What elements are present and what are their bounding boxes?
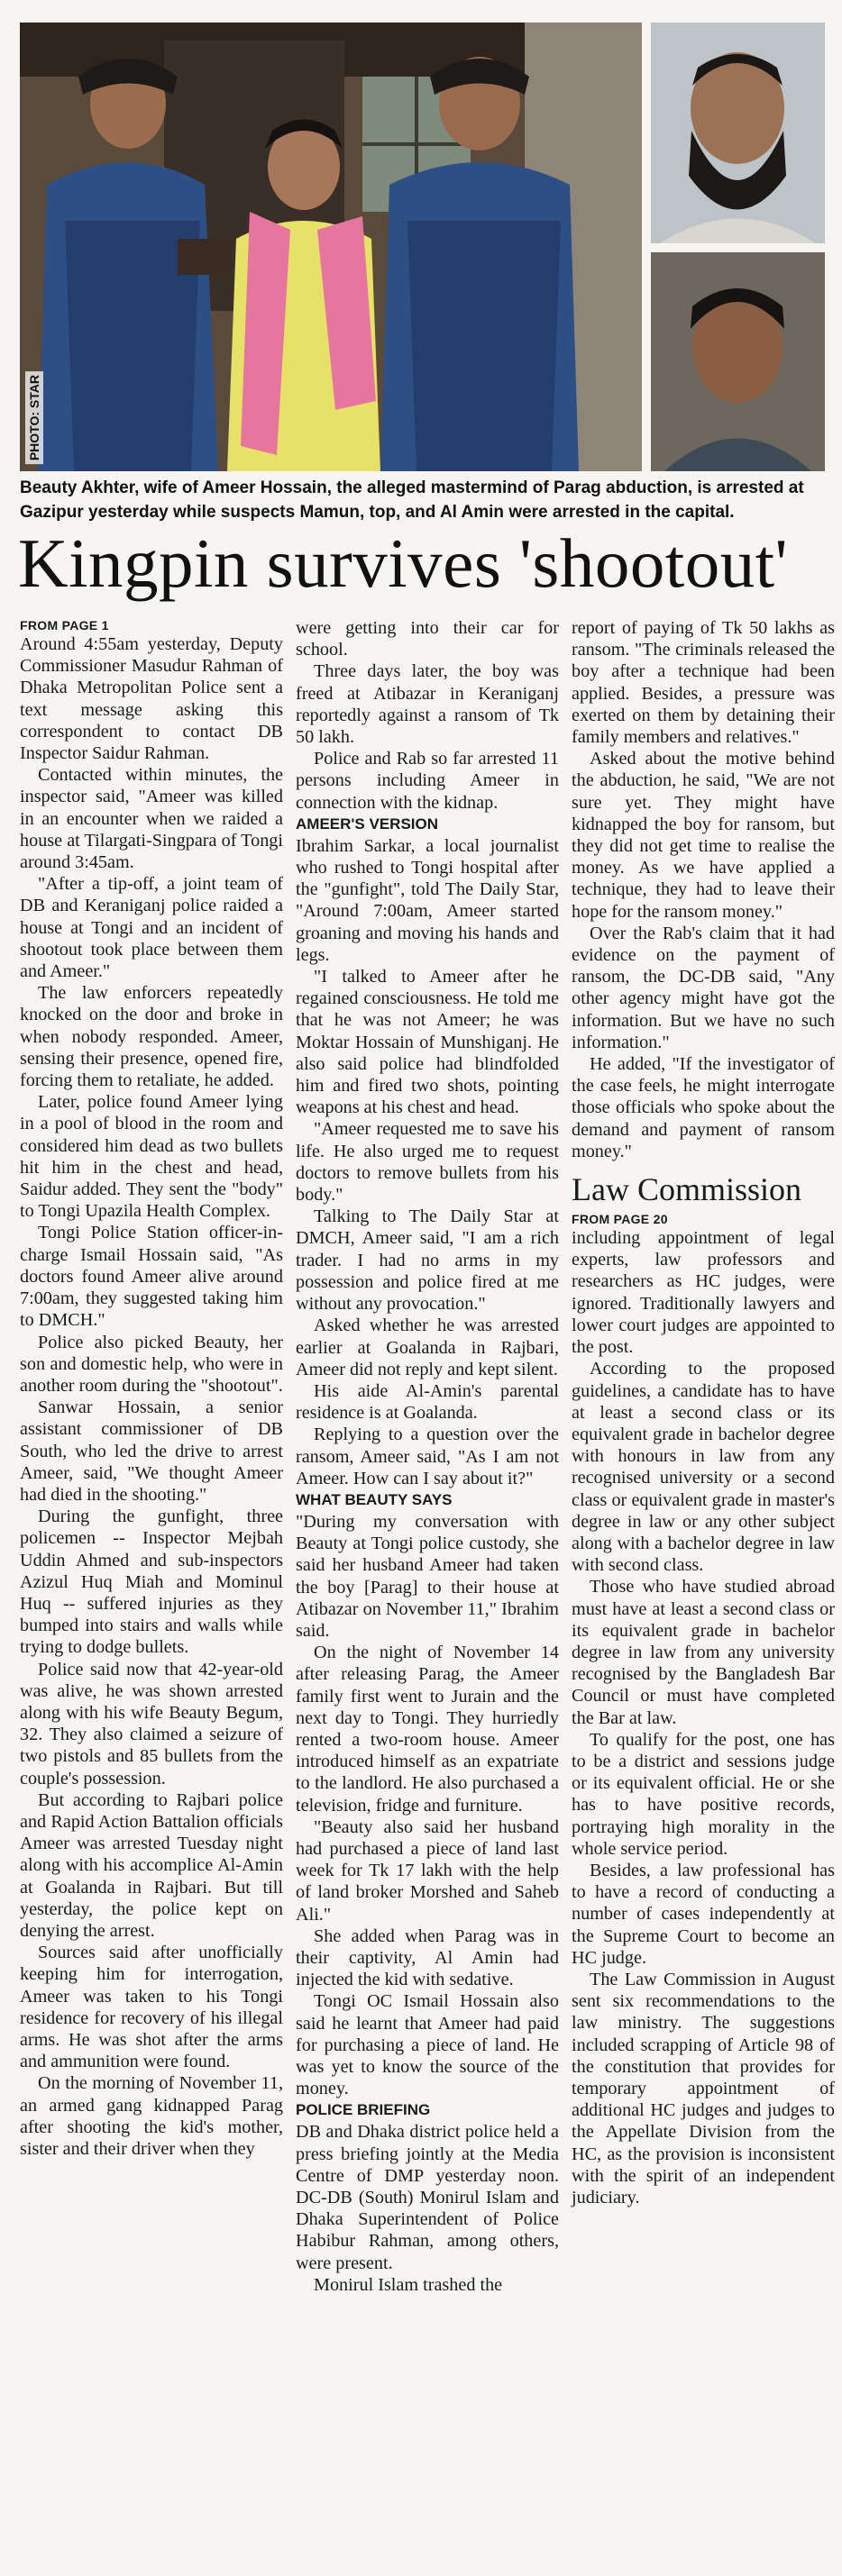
article-column-3 <box>572 617 835 2208</box>
suspect-al-amin-illustration <box>651 252 825 471</box>
arrest-photo <box>20 23 642 471</box>
headline: Kingpin survives 'shootout' <box>18 524 789 602</box>
article-paragraph: Contacted within minutes, the inspector said, "Ameer was killed in an encounter when we raided a house at Tilargati-Singpara of Tongi around 3:45am. <box>20 765 283 873</box>
article-paragraph: were getting into their car for school. <box>296 618 559 660</box>
article-paragraph: Asked about the motive behind the abduction, he said, "We are not sure yet. They might have kidnapped the boy for ransom, but they did not get time to realise the money. As we have applied a technique, they had to leave their hope for the ransom money." <box>572 749 835 922</box>
article-paragraph: To qualify for the post, one has to be a district and sessions judge or its equivalent official. He or she has to have positive records, portraying high morality in the whole service period. <box>572 1729 835 1859</box>
article-paragraph: During the gunfight, three policemen -- Inspector Mejbah Uddin Ahmed and sub-inspectors Azizul Huq Miah and Mominul Huq -- suffered injuries as they bumped into stairs and walls while trying to dodge bullets. <box>20 1506 283 1658</box>
photo-caption: Beauty Akhter, wife of Ameer Hossain, the alleged mastermind of Parag abduction, is arrested at Gazipur yesterday while suspects Mamun, top, and Al Amin were arrested in the capital. <box>20 478 804 522</box>
article-column-1 <box>20 617 283 2160</box>
article-paragraph: Over the Rab's claim that it had evidence on the payment of ransom, the DC-DB said, "Any other agency might have got the information. But we have no such information." <box>572 923 835 1052</box>
subhead-police-briefing: POLICE BRIEFING <box>296 2101 431 2119</box>
article-paragraph: Asked whether he was arrested earlier at Goalanda in Rajbari, Ameer did not reply and kept silent. <box>296 1315 559 1379</box>
article-paragraph: Ibrahim Sarkar, a local journalist who rushed to Tongi hospital after the "gunfight", told The Daily Star, "Around 7:00am, Ameer started groaning and moving his hands and legs. <box>296 835 559 965</box>
article-paragraph: The law enforcers repeatedly knocked on the door and broke in when nobody responded. Ameer, sensing their presence, opened fire, forcing them to retaliate, he added. <box>20 983 283 1091</box>
article-paragraph: Talking to The Daily Star at DMCH, Ameer said, "I am a rich trader. I had no arms in my possession and police fired at me without any provocation." <box>296 1206 559 1315</box>
article-paragraph: Tongi Police Station officer-in-charge Ismail Hossain said, "As doctors found Ameer alive around 7:00am, they suggested taking him to DMCH." <box>20 1223 283 1331</box>
article-paragraph: On the morning of November 11, an armed gang kidnapped Parag after shooting the kid's mother, sister and their driver when they <box>20 2073 283 2160</box>
article-paragraph: Replying to a question over the ransom, Ameer said, "As I am not Ameer. How can I say about it?" <box>296 1425 559 1488</box>
article-paragraph: report of paying of Tk 50 lakhs as ransom. "The criminals released the boy after a technique had been applied. Besides, a pressure was exerted on them by detaining their family members and relatives." <box>572 618 835 748</box>
article-paragraph: "After a tip-off, a joint team of DB and Keraniganj police raided a house at Tongi and an incident of shootout took place between them and Ameer." <box>20 874 283 982</box>
article-paragraph: "Beauty also said her husband had purchased a piece of land last week for Tk 17 lakh with the help of land broker Morshed and Saheb Ali." <box>296 1816 559 1925</box>
article-paragraph: "During my conversation with Beauty at Tongi police custody, she said her husband Ameer had taken the boy [Parag] to their house at Atibazar on November 11," Ibrahim said. <box>296 1511 559 1641</box>
from-page-kicker: FROM PAGE 20 <box>572 1212 668 1227</box>
article-paragraph: "Ameer requested me to save his life. He also urged me to request doctors to remove bullets from his body." <box>296 1119 559 1206</box>
article-paragraph: But according to Rajbari police and Rapid Action Battalion officials Ameer was arrested Tuesday night along with his accomplice Al-Amin at Goalanda in Rajbari. But till yesterday, the police kept on denying the arrest. <box>20 1789 283 1941</box>
article-paragraph: Besides, a law professional has to have a record of conducting a number of cases independently at the Supreme Court to become an HC judge. <box>572 1860 835 1968</box>
article-paragraph: Police said now that 42-year-old was alive, he was shown arrested along with his wife Beauty Begum, 32. They also claimed a seizure of two pistols and 85 bullets from the couple's possession. <box>20 1659 283 1789</box>
arrest-photo-illustration <box>20 23 642 471</box>
suspect-al-amin-photo <box>651 252 825 471</box>
article-paragraph: "I talked to Ameer after he regained consciousness. He told me that he was not Ameer; he was Moktar Hossain of Munshiganj. He also said police had blindfolded him and fired two shots, pointing weapons at his chest and head. <box>296 967 559 1118</box>
law-commission-title: Law Commission <box>572 1171 802 1208</box>
article-paragraph: DB and Dhaka district police held a press briefing jointly at the Media Centre of DMP yesterday noon. DC-DB (South) Monirul Islam and Dhaka Superintendent of Police Habibur Rahman, among others, were present. <box>296 2122 559 2273</box>
article-paragraph: Later, police found Ameer lying in a pool of blood in the room and considered him dead as two bullets hit him in the chest and head, Saidur added. They sent the "body" to Tongi Upazila Health Complex. <box>20 1092 283 1222</box>
article-paragraph: On the night of November 14 after releasing Parag, the Ameer family first went to Jurain and the next day to Tongi. They hurriedly rented a two-room house. Ameer introduced himself as an expatriate to the landlord. He also purchased a television, fridge and furniture. <box>296 1643 559 1816</box>
article-paragraph: Sanwar Hossain, a senior assistant commissioner of DB South, who led the drive to arrest Ameer, said, "We thought Ameer had died in the shooting." <box>20 1397 283 1505</box>
article-paragraph: His aide Al-Amin's parental residence is at Goalanda. <box>296 1380 559 1424</box>
photo-strip <box>20 23 825 471</box>
suspect-mamun-illustration <box>651 23 825 243</box>
article-paragraph: Police and Rab so far arrested 11 persons including Ameer in connection with the kidnap. <box>296 749 559 813</box>
article-paragraph: Sources said after unofficially keeping him for interrogation, Ameer was taken to his Tongi residence for recovery of his illegal arms. He was shot after the arms and ammunition were found. <box>20 1943 283 2072</box>
article-paragraph: Three days later, the boy was freed at Atibazar in Keraniganj reportedly against a ransom of Tk 50 lakh. <box>296 661 559 748</box>
article-paragraph: Around 4:55am yesterday, Deputy Commissioner Masudur Rahman of Dhaka Metropolitan Police sent a text message asking this correspondent to contact DB Inspector Saidur Rahman. <box>20 634 283 764</box>
article-column-2 <box>296 617 559 2296</box>
article-paragraph: The Law Commission in August sent six recommendations to the law ministry. The suggestions included scrapping of Article 98 of the constitution that provides for temporary appointment of additional HC judges and judges to the Appellate Division from the HC, as the provision is inconsistent with the spirit of an independent judiciary. <box>572 1969 835 2208</box>
article-paragraph: She added when Parag was in their captivity, Al Amin had injected the kid with sedative. <box>296 1925 559 1990</box>
subhead-ameers-version: AMEER'S VERSION <box>296 815 439 833</box>
article-paragraph: Those who have studied abroad must have at least a second class or its equivalent grade in bachelor degree in law from any university recognised by the Bangladesh Bar Council or must have completed the Bar at law. <box>572 1577 835 1728</box>
article-paragraph: Tongi OC Ismail Hossain also said he learnt that Ameer had paid for purchasing a piece of land. He was yet to know the source of the money. <box>296 1991 559 2099</box>
subhead-what-beauty-says: WHAT BEAUTY SAYS <box>296 1490 453 1508</box>
article-paragraph: According to the proposed guidelines, a candidate has to have at least a second class or its equivalent grade in bachelor degree with honours in law from any recognised university or a second class or equivalent grade in master's degree in law or any other subject along with a bachelor degree in law with second class. <box>572 1359 835 1576</box>
suspect-mamun-photo <box>651 23 825 243</box>
article-paragraph: including appointment of legal experts, law professors and researchers as HC judges, were ignored. Traditionally lawyers and lower court judges are appointed to the post. <box>572 1228 835 1358</box>
article-paragraph: Police also picked Beauty, her son and domestic help, who were in another room during the "shootout". <box>20 1332 283 1396</box>
photo-credit: PHOTO: STAR <box>25 371 43 464</box>
article-paragraph: Monirul Islam trashed the <box>314 2274 503 2295</box>
article-paragraph: He added, "If the investigator of the case feels, he might interrogate those officials who spoke about the demand and payment of ransom money." <box>572 1054 835 1161</box>
from-page-kicker: FROM PAGE 1 <box>20 618 109 633</box>
